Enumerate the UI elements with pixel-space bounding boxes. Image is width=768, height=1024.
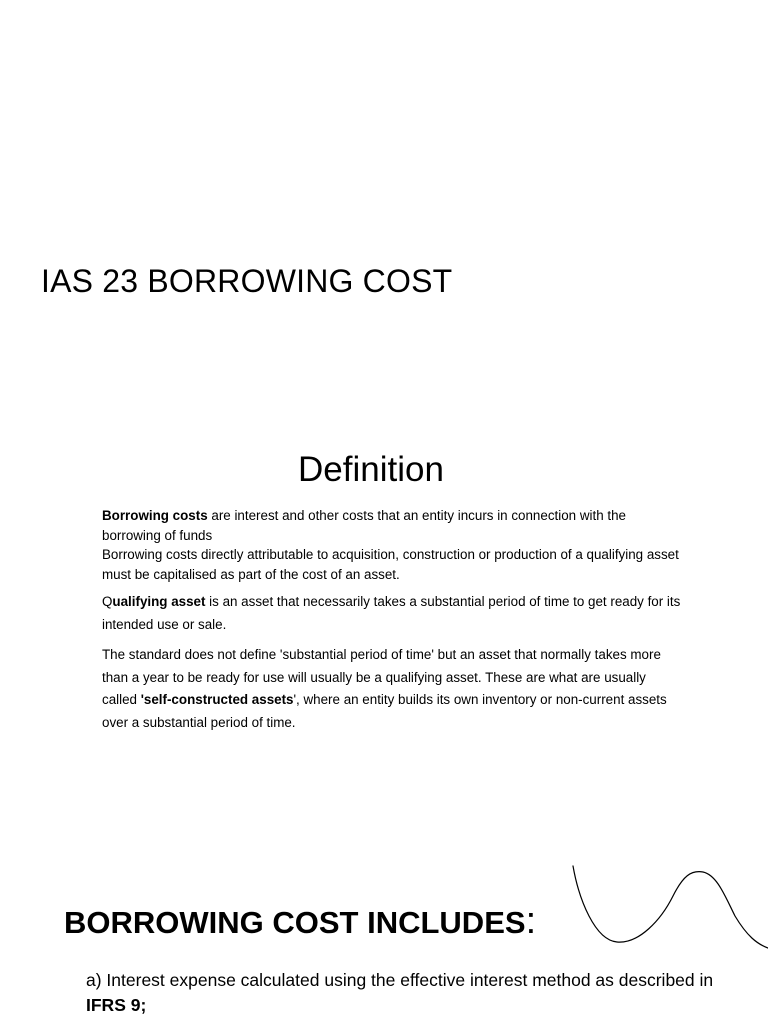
borrowing-costs-term: Borrowing costs — [102, 508, 208, 523]
qualifying-asset-term: ualifying asset — [112, 594, 206, 609]
ifrs-9-reference: IFRS 9; — [86, 995, 147, 1015]
borrowing-costs-text: are interest and other costs that an entity incurs in connection with the borrowing of funds — [102, 508, 626, 543]
substantial-period-text-end: ', where an entity builds its own inventory or non-current assets over a substantial period of time. — [102, 692, 667, 730]
qualifying-asset-text: is an asset that necessarily takes a substantial period of time to get ready for its intended use or sale. — [102, 594, 681, 632]
page-title: IAS 23 BORROWING COST — [41, 263, 453, 299]
substantial-period-text: The standard does not define 'substantial period of time' but an asset that normally takes more than a year to be ready for use will usually be a qualifying asset. These are what are usually called — [102, 647, 661, 707]
borrowing-costs-definition — [102, 506, 682, 584]
self-constructed-assets-term: 'self-constructed assets — [140, 692, 294, 707]
definition-body — [102, 506, 682, 742]
includes-heading-text: BORROWING COST INCLUDES — [64, 905, 526, 940]
includes-item-a-text: a) Interest expense calculated using the effective interest method as described in — [86, 970, 714, 990]
scribble-drawing — [565, 860, 768, 960]
definition-heading: Definition — [298, 450, 444, 489]
substantial-period-paragraph — [102, 644, 682, 734]
capitalisation-rule: Borrowing costs directly attributable to acquisition, construction or production of a qualifying asset must be capitalised as part of the cost of an asset. — [102, 547, 679, 582]
includes-heading-colon: : — [525, 900, 537, 942]
includes-item-a — [86, 968, 726, 1018]
qualifying-asset-definition — [102, 591, 682, 636]
includes-heading — [64, 900, 536, 943]
qualifying-asset-prefix: Q — [102, 594, 113, 609]
